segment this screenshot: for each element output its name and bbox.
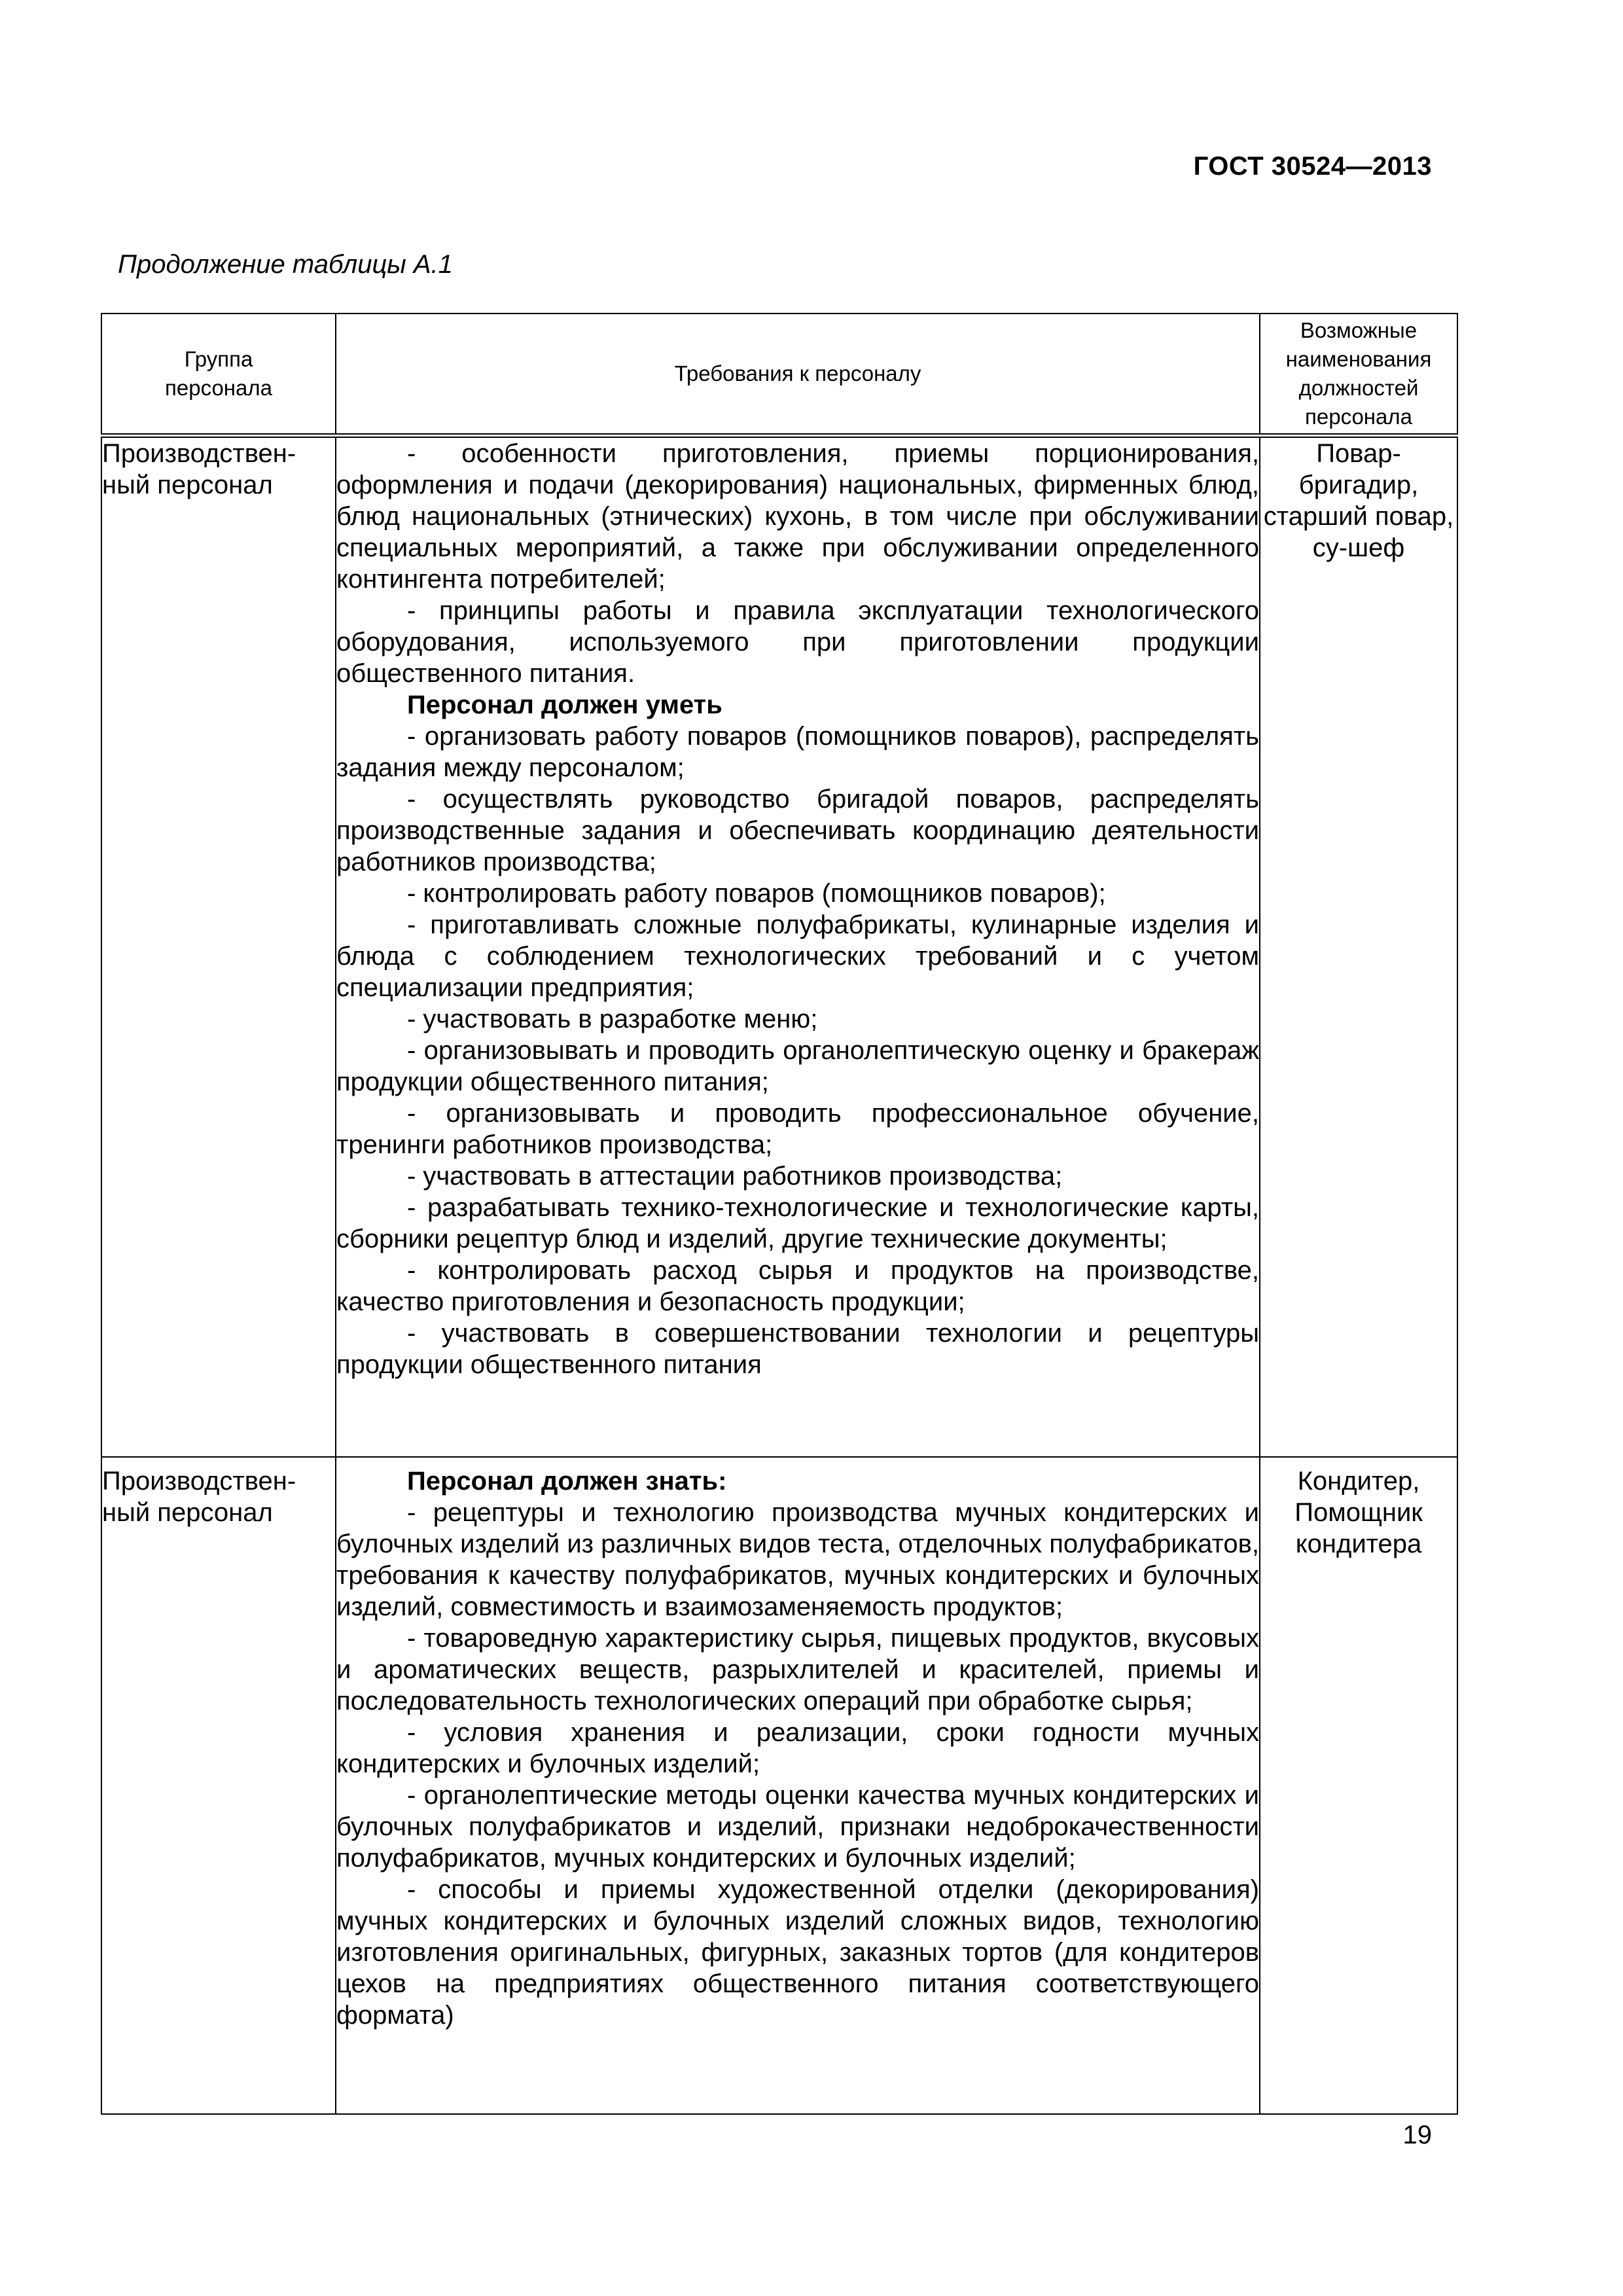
group-cell: Производствен-ный персонал	[101, 1457, 336, 2114]
header-requirements: Требования к персоналу	[336, 314, 1260, 436]
positions-cell: Кондитер, Помощник кондитера	[1260, 1457, 1457, 2114]
requirements-cell	[336, 436, 1260, 1457]
req-heading: Персонал должен уметь	[407, 691, 722, 719]
req-item: - способы и приемы художественной отделки (декорирования) мучных кондитерских и булочных изделий сложных видов, технологию изготовления оригинальных, фигурных, заказных тортов (для кондитеров цехов на предприятиях общественного питания соответствующего формата)	[336, 1874, 1259, 2030]
header-positions: Возможные наименования должностей персонала	[1260, 314, 1457, 436]
req-item: - осуществлять руководство бригадой поваров, распределять производственные задания и обеспечивать координацию деятельности работников производства;	[336, 785, 1259, 876]
document-code: ГОСТ 30524—2013	[1193, 152, 1432, 181]
req-item: - товароведную характеристику сырья, пищевых продуктов, вкусовых и ароматических веществ, разрыхлителей и красителей, приемы и последовательность технологических операций при обработке сырья;	[336, 1623, 1259, 1715]
req-item: - разрабатывать технико-технологические и технологические карты, сборники рецептур блюд и изделий, другие технические документы;	[336, 1193, 1259, 1253]
positions-cell: Повар-бригадир, старший повар, су-шеф	[1260, 436, 1457, 1457]
req-heading: Персонал должен знать:	[407, 1466, 727, 1496]
req-item: - участвовать в аттестации работников производства;	[407, 1162, 1063, 1191]
page-number: 19	[1402, 2121, 1432, 2149]
requirements-cell	[336, 1457, 1260, 2114]
req-item: - приготавливать сложные полуфабрикаты, кулинарные изделия и блюда с соблюдением технологических требований и с учетом специализации предприятия;	[336, 910, 1259, 1002]
req-item: - организовать работу поваров (помощников поваров), распределять задания между персоналом;	[336, 722, 1259, 782]
table-header-row	[101, 314, 1457, 436]
req-item: - участвовать в совершенствовании технологии и рецептуры продукции общественного питания	[336, 1319, 1259, 1379]
req-item: - принципы работы и правила эксплуатации технологического оборудования, используемого при приготовлении продукции общественного питания.	[336, 596, 1259, 688]
table-row	[101, 1457, 1457, 2114]
group-cell: Производствен-ный персонал	[101, 436, 336, 1457]
req-item: - рецептуры и технологию производства мучных кондитерских и булочных изделий из различных видов теста, отделочных полуфабрикатов, требования к качеству полуфабрикатов, мучных кондитерских и булочных изделий, совместимость и взаимозаменяемость продуктов;	[336, 1498, 1259, 1621]
req-item: - организовывать и проводить профессиональное обучение, тренинги работников производства;	[336, 1099, 1259, 1159]
requirements-table	[101, 313, 1458, 2115]
table-caption: Продолжение таблицы А.1	[118, 250, 453, 279]
req-item: - организовывать и проводить органолептическую оценку и бракераж продукции общественного питания;	[336, 1036, 1259, 1096]
req-item: - контролировать работу поваров (помощников поваров);	[407, 879, 1106, 908]
req-item: - участвовать в разработке меню;	[407, 1005, 818, 1033]
table-row	[101, 436, 1457, 1457]
req-item: - контролировать расход сырья и продуктов на производстве, качество приготовления и безопасность продукции;	[336, 1256, 1259, 1316]
req-item: - особенности приготовления, приемы порционирования, оформления и подачи (декорирования) национальных, фирменных блюд, блюд национальных (этнических) кухонь, в том числе при обслуживании специальных мероприятий, а также при обслуживании определенного контингента потребителей;	[336, 439, 1259, 594]
req-item: - условия хранения и реализации, сроки годности мучных кондитерских и булочных изделий;	[336, 1717, 1259, 1778]
header-group: Группа персонала	[101, 314, 336, 436]
req-item: - органолептические методы оценки качества мучных кондитерских и булочных полуфабрикатов и изделий, признаки недоброкачественности полуфабрикатов, мучных кондитерских и булочных изделий;	[336, 1780, 1259, 1873]
